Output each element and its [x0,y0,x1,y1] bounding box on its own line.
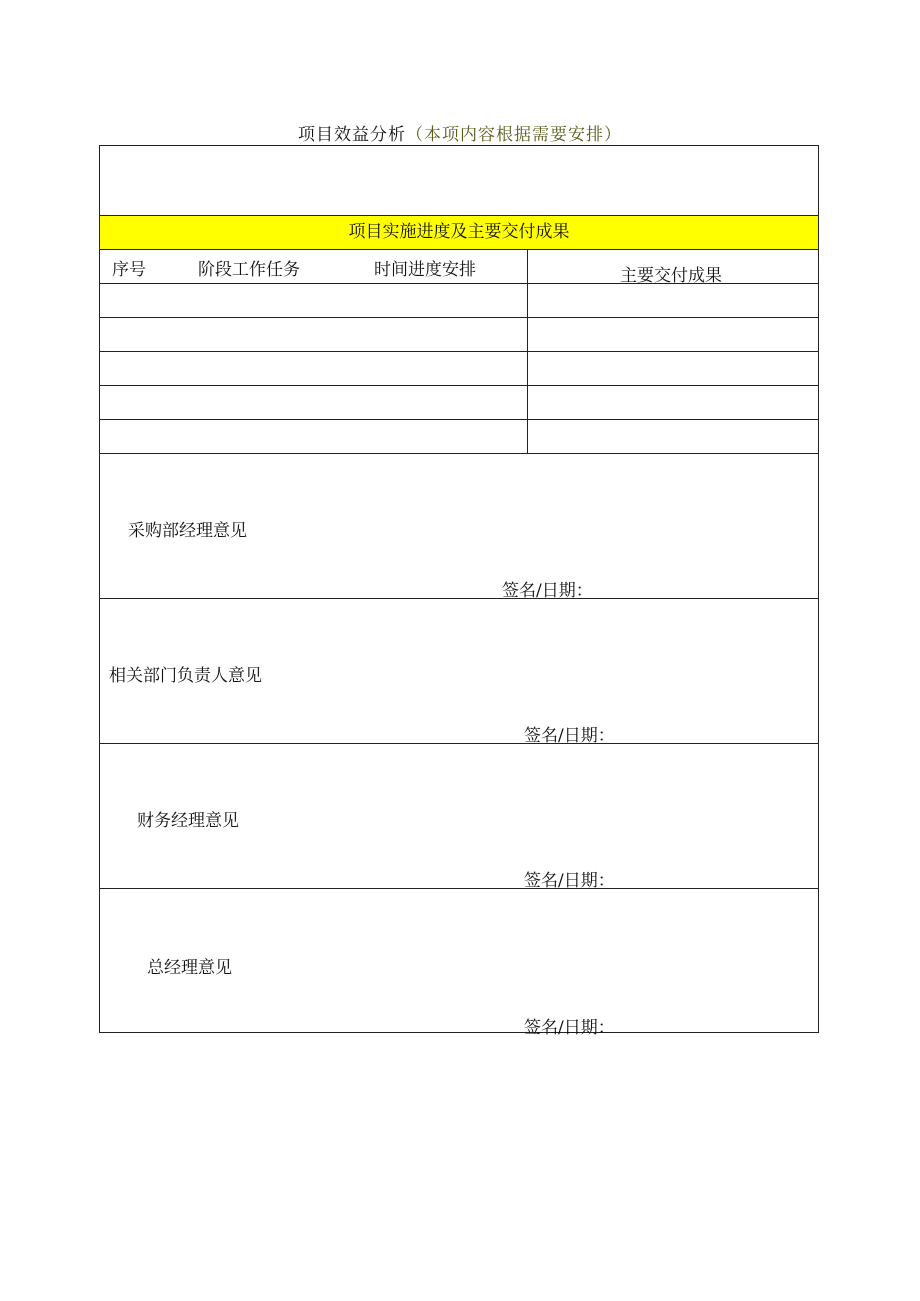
signature-date-label: 签名/日期： [524,1018,615,1038]
col-task-label: 阶段工作任务 [198,260,300,280]
schedule-row[interactable] [100,420,818,454]
column-divider [527,352,528,385]
column-divider [527,284,528,317]
finance-opinion-label: 财务经理意见 [137,811,239,831]
department-head-opinion-label: 相关部门负责人意见 [109,666,262,686]
schedule-row[interactable] [100,318,818,352]
col-deliverable-label: 主要交付成果 [620,266,722,286]
schedule-row[interactable] [100,352,818,386]
schedule-row[interactable] [100,284,818,318]
schedule-column-header [100,250,818,284]
gm-opinion-label: 总经理意见 [147,958,232,978]
procurement-opinion-label: 采购部经理意见 [128,521,247,541]
schedule-section-header: 项目实施进度及主要交付成果 [100,216,818,250]
col-seq-label: 序号 [112,260,146,280]
title-main: 项目效益分析 [298,125,406,145]
column-divider [527,420,528,453]
department-head-opinion-field[interactable] [100,599,818,744]
column-divider [527,318,528,351]
procurement-opinion-field[interactable] [100,454,818,599]
project-form [99,145,819,1038]
signature-date-label: 签名/日期： [502,581,593,601]
col-time-label: 时间进度安排 [374,260,476,280]
column-divider [527,386,528,419]
gm-opinion-field[interactable] [100,889,818,1038]
finance-opinion-field[interactable] [100,744,818,889]
schedule-row[interactable] [100,386,818,420]
title-note: （本项内容根据需要安排） [406,125,622,145]
column-divider [527,250,528,283]
page-title [0,120,920,145]
signature-date-label: 签名/日期： [524,871,615,891]
signature-date-label: 签名/日期： [524,726,615,746]
benefit-analysis-field[interactable] [100,146,818,216]
